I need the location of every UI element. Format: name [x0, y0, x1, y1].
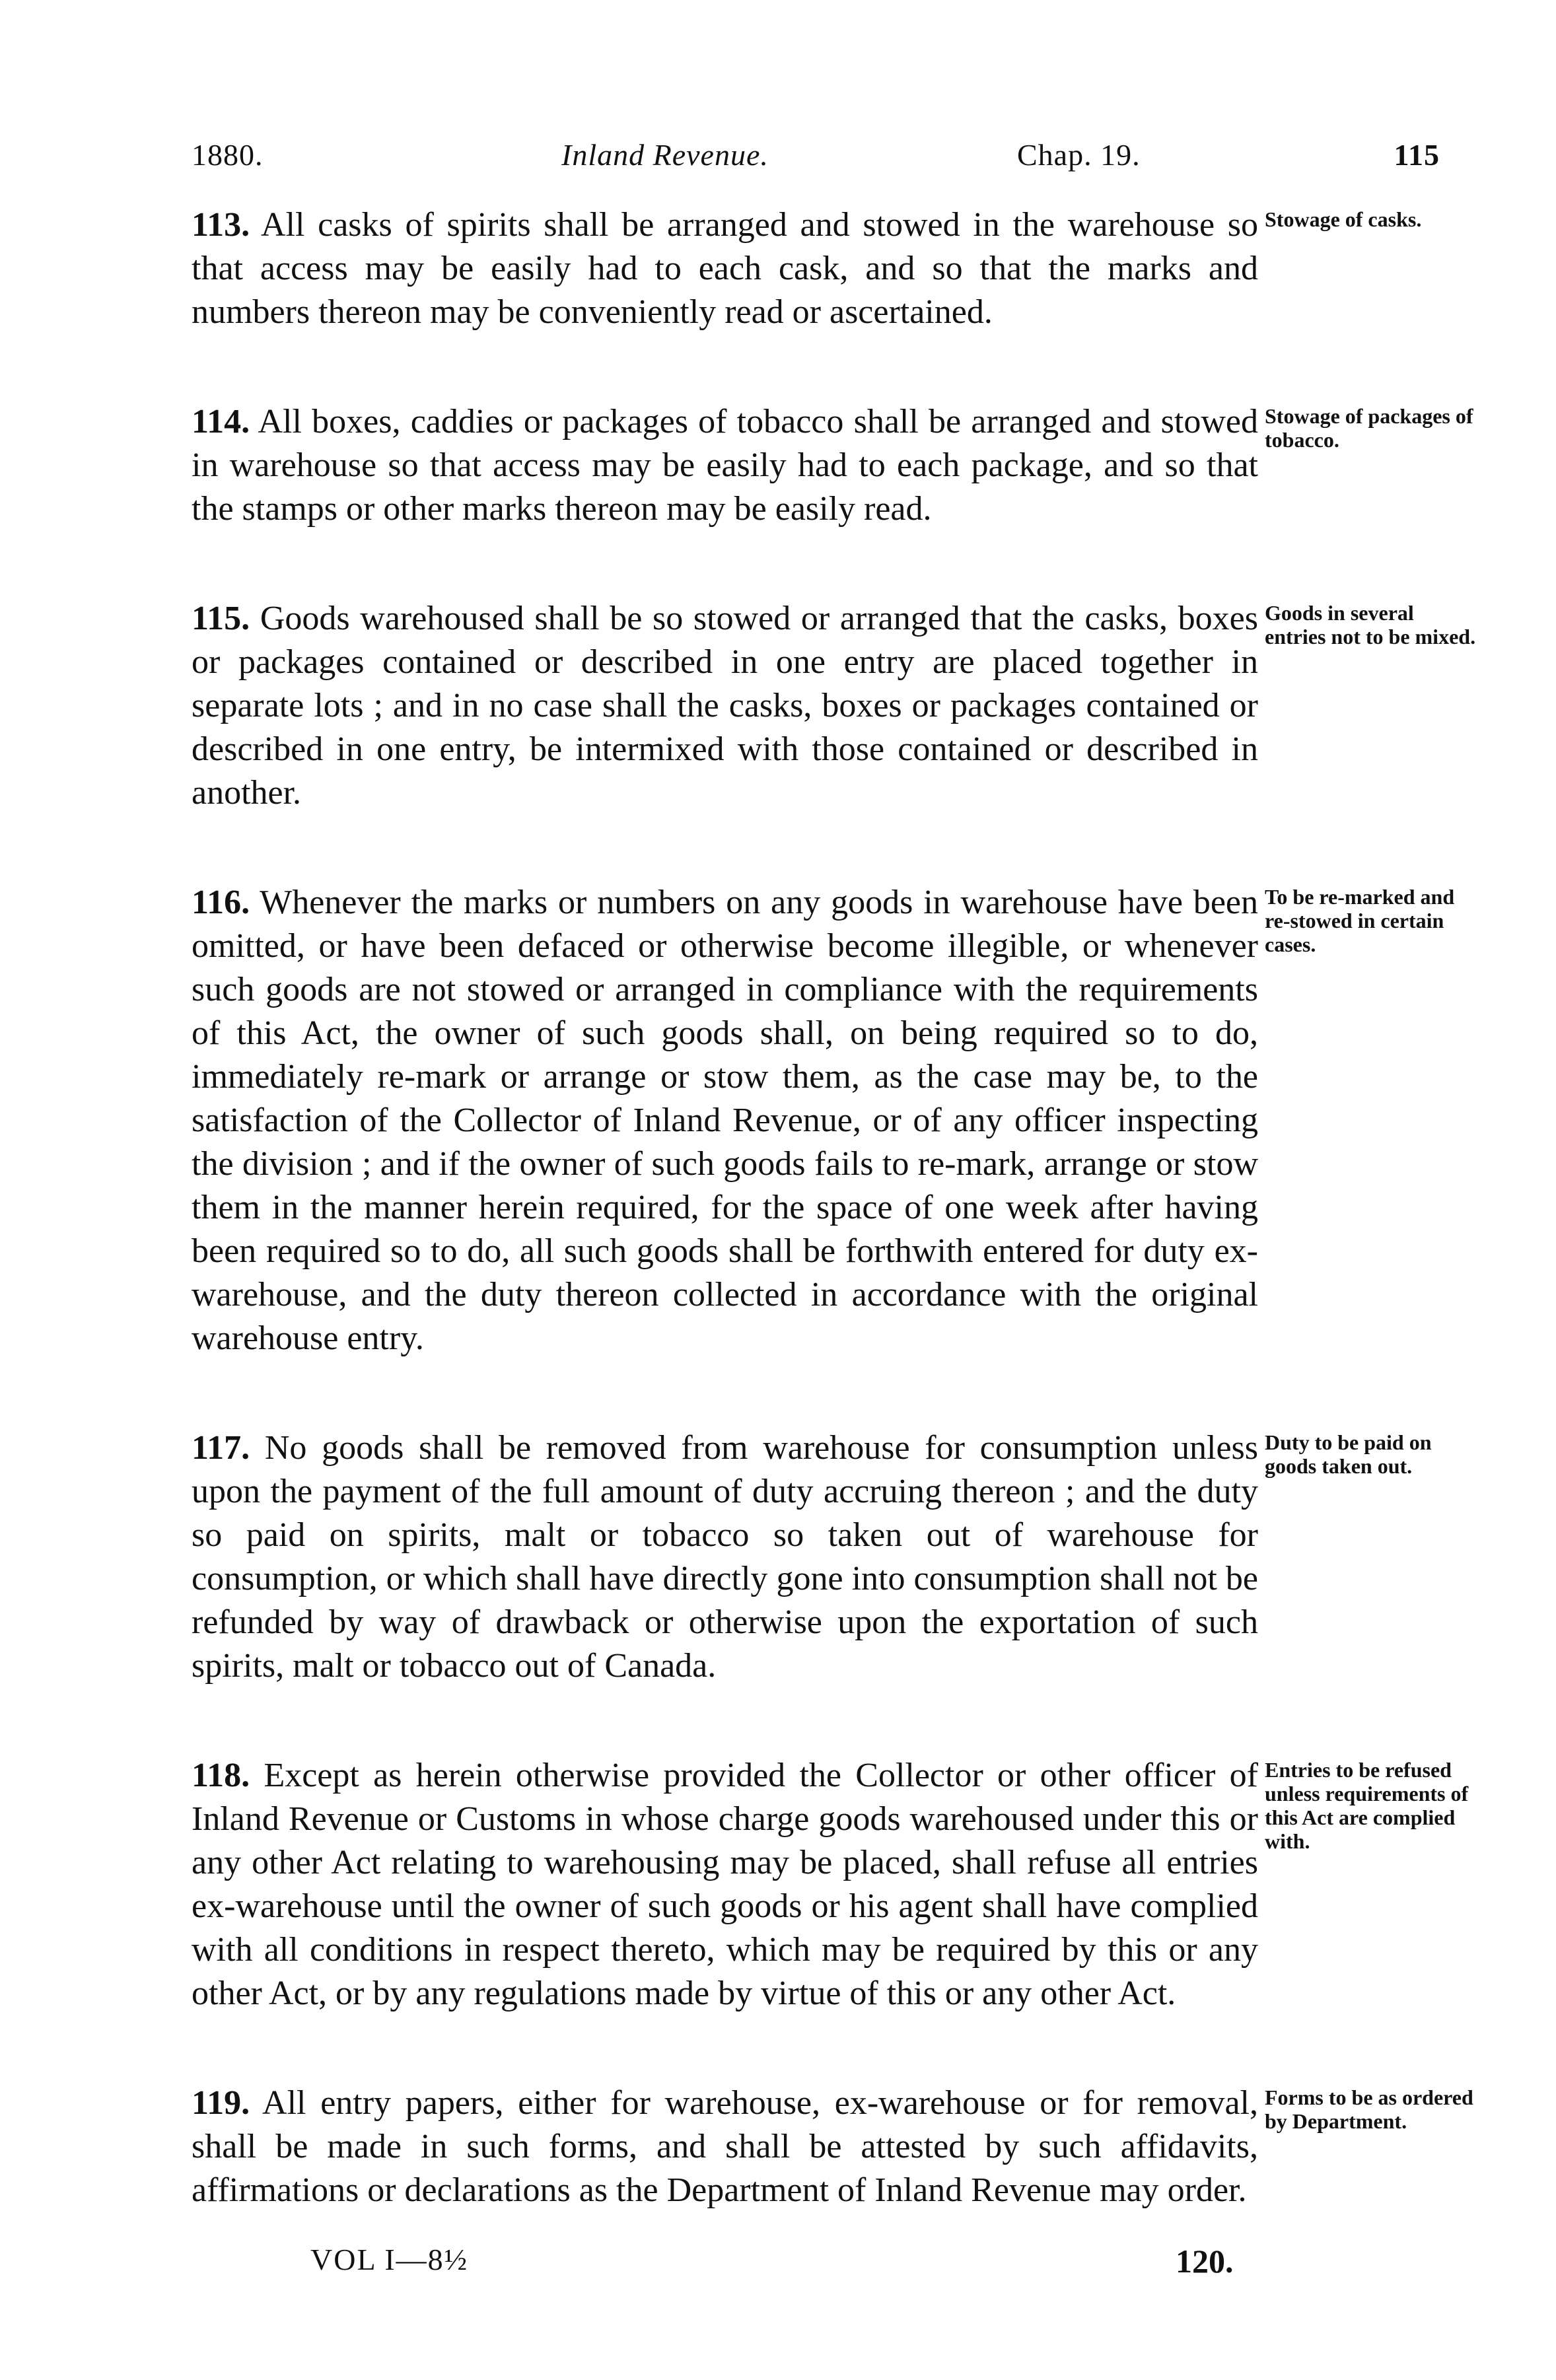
- marginal-note: Stowage of casks.: [1265, 207, 1422, 231]
- section-body: All boxes, caddies or packages of tobacco shall be arranged and stowed in warehouse so that access may be easily had to each package, and so that the stamps or other marks thereon may be easily read.: [192, 403, 1259, 528]
- header-title: Inland Revenue.: [561, 138, 769, 172]
- section-text: [192, 400, 1258, 531]
- section-118: [192, 1754, 1512, 2015]
- section-number: 117.: [192, 1429, 250, 1467]
- section-text: [192, 1754, 1258, 2015]
- page-number: 115: [1394, 138, 1440, 172]
- marginal-note: Duty to be paid on goods taken out.: [1265, 1430, 1432, 1478]
- header-year: 1880.: [192, 138, 264, 172]
- section-text: [192, 597, 1258, 815]
- running-header: [192, 137, 1440, 190]
- section-number: 118.: [192, 1757, 250, 1794]
- section-body: All casks of spirits shall be arranged and stowed in the warehouse so that access may be easily had to each cask, and so that the marks and numbers thereon may be conveniently read or ascertained.: [192, 206, 1258, 331]
- section-body: Except as herein otherwise provided the Collector or other officer of Inland Revenue or Customs in whose charge goods warehoused under this or any other Act relating to warehousing may be placed, shall refuse all entries ex-warehouse until the owner of such goods or his agent shall have complied with all conditions in respect thereto, which may be required by this or any other Act, or by any regulations made by virtue of this or any other Act.: [192, 1757, 1259, 2012]
- page-body: [192, 203, 1512, 2278]
- page-footer: [310, 2242, 1301, 2288]
- marginal-note: To be re-marked and re-stowed in certain cases.: [1265, 885, 1455, 956]
- section-number: 113.: [192, 206, 250, 244]
- section-119: [192, 2082, 1512, 2212]
- section-body: Goods warehoused shall be so stowed or arranged that the casks, boxes or packages contained or described in one entry are placed together in separate lots ; and in no case shall the casks, boxes or packages contained or described in one entry, be intermixed with those contained or described in another.: [192, 600, 1258, 812]
- section-114: [192, 400, 1512, 531]
- section-113: [192, 203, 1512, 334]
- section-text: [192, 2082, 1258, 2212]
- marginal-note: Goods in several entries not to be mixed.: [1265, 601, 1476, 648]
- section-body: All entry papers, either for warehouse, ex-warehouse or for removal, shall be made in such forms, and shall be attested by such affidavits, affirmations or declarations as the Department of Inland Revenue may order.: [192, 2084, 1258, 2209]
- section-115: [192, 597, 1512, 815]
- section-text: [192, 881, 1258, 1360]
- section-117: [192, 1426, 1512, 1688]
- marginal-note: Forms to be as ordered by Department.: [1265, 2085, 1473, 2133]
- section-number: 115.: [192, 600, 250, 637]
- section-number: 116.: [192, 884, 250, 921]
- section-body: No goods shall be removed from warehouse for consumption unless upon the payment of the full amount of duty accruing thereon ; and the duty so paid on spirits, malt or tobacco so taken out of warehouse for consumption, or which shall have directly gone into consumption shall not be refunded by way of drawback or otherwise upon the exportation of such spirits, malt or tobacco out of Canada.: [192, 1429, 1258, 1685]
- marginal-note: Stowage of packages of tobacco.: [1265, 404, 1473, 452]
- volume-signature: VOL I—8½: [310, 2243, 469, 2276]
- section-number: 119.: [192, 2084, 250, 2122]
- marginal-note: Entries to be refused unless requirements of this Act are complied with.: [1265, 1758, 1469, 1853]
- catchword: 120.: [1176, 2243, 1234, 2280]
- section-text: [192, 1426, 1258, 1688]
- section-number: 114.: [192, 403, 250, 440]
- section-body: Whenever the marks or numbers on any goods in warehouse have been omitted, or have been defaced or otherwise become illegible, or whenever such goods are not stowed or arranged in compliance with the requirements of this Act, the owner of such goods shall, on being required so to do, immediately re-mark or arrange or stow them, as the case may be, to the satisfaction of the Collector of Inland Revenue, or of any officer inspecting the division ; and if the owner of such goods fails to re-mark, arrange or stow them in the manner herein required, for the space of one week after having been required so to do, all such goods shall be forthwith entered for duty ex-warehouse, and the duty thereon collected in accordance with the original warehouse entry.: [192, 884, 1259, 1357]
- section-text: [192, 203, 1258, 334]
- header-chapter: Chap. 19.: [1017, 138, 1141, 172]
- section-116: [192, 881, 1512, 1360]
